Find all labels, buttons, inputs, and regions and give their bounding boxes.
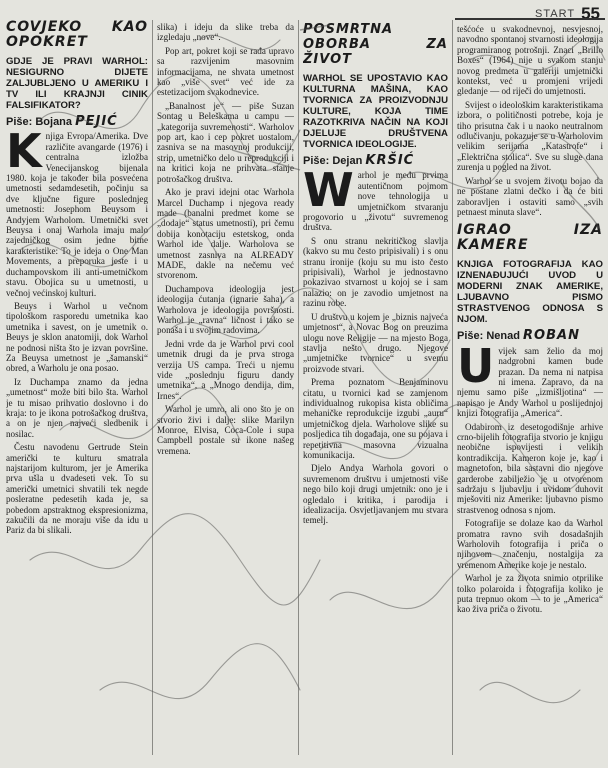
paragraph: Čestu navodenu Gertrude Stein američki te kulturu smatrala najstarijom kulturom, jer je Amerika prva ušla u dvadeseti vek. To su američki umetnici shvatili tek negde posleratne pedesetih kada je, sa pobedom apstraktnog ekspresionizma, zakučili da ne moraju više da idu u Pariz da bi slikali. [6,442,148,536]
header-rule [455,18,605,20]
paragraph: Warhol je umro, ali ono što je on stvorio živi i dalje: slike Marilyn Monroe, Elvisa, Coca-Cole i supa Campbell postale su ikone našeg vremena. [157,404,294,456]
article1-title: ČOVJEKO KAO OPOKRET [6,20,148,50]
byline-prefix: Piše: Bojana [6,116,73,128]
paragraph: Fotografije se dolaze kao da Warhol promatra ravno svih dosadašnjih Warholovih fotografija i priča o njihovom značenju, nostalgija za vremenom Amerike koje je nestalo. [457,518,603,570]
article3-title: IGRAO IZA KAMERE [457,222,603,254]
article3-dek: KNJIGA FOTOGRAFIJA KAO IZNENAĐUJUĆI UVOD U MODERNI ZNAK AMERIKE, LJUBAVNO PISMO STRASTVENOG ODNOSA S NJOM. [457,259,603,326]
byline-prefix: Piše: Dejan [303,155,363,167]
column-divider [298,20,299,755]
paragraph: S onu stranu nekritičkog slavlja (kakvo su mu često pripisivali) i s onu stranu ironije (koju su mu isto često pripisivali), Warhol je jednostavno pokazivao stvarnost u kojoj se i sam nalazio: on je zavodio umjetnost na razinu robe. [303,235,448,309]
article1-byline [6,114,148,129]
paragraph: Warhol se u svojem životu bojao da ne postane zlatni dečko i da će biti zaboravljen i ostaviti samo „svih petnaest minuta slave“. [457,175,603,217]
paragraph: U društvu u kojem je „biznis najveća umjetnost“, a Novac Bog on preuzima ulogu nove Religije — na mjesto Boga stavlja nešto drugo. Njegove „umjetničke tvornice“ u svemu proizvode stvari. [303,311,448,374]
drop-cap: W [303,163,354,218]
paragraph: slika) i ideju da slike treba da izgledaju „nove“. [157,22,294,43]
byline-author: PEJIĆ [75,114,118,129]
paragraph: Warhol je za života snimio otprilike tolko polaroida i fotografija koliko je puta trepnuo okom — to je „America“ kao živa priča o životu. [457,573,603,615]
article3-column [457,24,603,764]
paragraph: Iz Duchampa znamo da jedna „umetnost“ može biti bilo šta. Warhol je tu misao prihvatio doslovno i do kraja: to je ikona potrošačkog društva, a on je njen najveći sledbenik i nosilac. [6,376,148,439]
article1-dek: GDJE JE PRAVI WARHOL: NESIGURNO DIJETE ZALJUBLJENO U AMERIKU I TV ILI KRAJNJI CINIK FALSIFIKATOR? [6,56,148,111]
paragraph: Jedni vrde da je Warhol prvi cool umetnik drugi da je prva stroga verzija US campa. Treći u njemu vide „poslednju figuru dandy umetnika“, a „Mnogo dendija, dim, Irnes“. [157,338,294,401]
article2-byline [303,153,448,168]
paragraph: Beuys i Warhol u večnom tipološkom rasporedu umetnika kao umetnika i savest, on je umetnik o. Beuys je sklon anatomiji, dok Warhol ne podnosi ništa što je izvan površine. Za Beuysa umetnost je „šamanski“ obred, a Warholu je ona posao. [6,300,148,374]
article1-column-1 [6,20,148,765]
paragraph: Ako je pravi idejni otac Warhola Marcel Duchamp i njegova ready made (banalni predmet kome se „dodaje“ status umetnosti), pri čemu dobija konotaciju estetskog, onda Warhol ide dalje. Warholova se umetnost zasniva na ALREADY MADE, dakle na nečemu već stvorenom. [157,187,294,281]
paragraph: vijek sam želio da moj nadgrobni kamen bude prazan. Da nema ni natpisa ni imena. Zapravo, da na njemu samo piše „izmišljotina“ — napisao je Andy Warhol u poslijednjoj knjizi fotografija „America“. [457,345,603,419]
byline-prefix: Piše: Nenad [457,330,520,343]
paragraph: „Banalnost je“ — piše Suzan Sontag u Beleškama u campu — „kategorija suvremenosti“. Warholov pop art, kao i cep pokret uostalom, zasniva se na masovnoj produkciji, strip, umetničko delo u reprodukciji i na kritici koja ne prihvata stanje potrošačkog društva. [157,100,294,184]
article2-column [303,22,448,764]
article3-byline [457,328,603,344]
byline-author: KRŠIĆ [365,153,415,168]
paragraph: Svijest o ideološkim karakteristikama izbora, o političnosti potrebe, koja je tiho prisutna čak i u naoko neutralnom odlučivanju, pokazuje se u Warholovim velikim serijama „Katastrofe“ i „Električna stolica“. Sve su sluge dana zurenja u pogled na život. [457,99,603,173]
section-label: START [535,8,576,20]
paragraph: Duchampova ideologija jest ideologija ćutanja (ignarie šaha), a Warholova je ideologija površnosti. Warhol je „ravna“ ličnost i tako se ponaša i u svojim radovima. [157,283,294,336]
column-divider [452,20,453,755]
paragraph: arhol je među prvima autentičnom pojmom nove tehnologija u umjetničkom stvaranju progovorio u „životu“ suvremenog društva. [303,170,448,233]
article1-column-2 [157,22,294,764]
drop-cap: U [457,338,495,393]
paragraph: Odabirom iz desetogodišnje arhive crno-bijelih fotografija stvorio je knjigu neobične ispovijesti i velikih kontradikcija. Kameron koje je, kao i magnetofon, bila sastavni dio njegove garderobe zabilježio je u otvorenom sadržaju s ljubavlju i uvidom duhovit mješoviti niz Amerike: ljubavno pismo strastvenog odnosa s njom. [457,421,603,515]
article2-dek: WARHOL SE UPOSTAVIO KAO KULTURNA MAŠINA, KAO TVORNICA ZA PROIZVODNJU KULTURE, KOJA TIME RAZOTKRIVA NAČIN NA KOJI DJELUJE DRUŠTVENA TVORNICA IDEOLOGIJE. [303,73,448,150]
page-number: 55 [581,4,600,23]
paragraph: Prema poznatom Benjaminovu citatu, u tvornici kad se zamjenom individualnog rukopisa kista obličima mehaničke reprodukcije izgubi „auru“ umjetničkog djela. Warholove slike su posljedica tih događaja, one su pojava i repetitivna masovna vizualna komunikacija. [303,377,448,460]
paragraph: Djelo Andya Warhola govori o suvremenom društvu i umjetnosti više nego bilo koji drugi umjetnik: ono je i ogledalo i kritika, i parodija i idealizacija. Osvjetljavanjem mu stvara temelj. [303,463,448,526]
article2-title: POSMRTNA OBORBA ZA ŽIVOT [303,22,448,67]
paragraph: tešćoće u svakodnevnoj, nesvjesnoj, navodno spontanoj stvarnosti ideologija programiranog potrošnji. Znaci „Brillo Boxes“ (1964) nije u svakom stanju novog predmeta u galeriji umjetnički kontekst, već u promjeni vrijedi gledanje — od riječi do umjetnosti. [457,24,603,97]
paragraph: Pop art, pokret koji se rađa upravo sa razvijenim masovnim informacijama, ne shvata umetnost kao „više svet“ već ide za estetizacijom svakodnevice. [157,45,294,98]
byline-author: ROBAN [523,328,580,344]
page-header [535,4,600,24]
drop-cap: K [6,124,42,179]
paragraph: njiga Evropa/Amerika. Dve različite avangarde (1976) i centralna izložba Venecijanskog bijenala 1980. koja je također bila posvećena umetnosti sedamdesetih, počinju sa dve ključne figure poslednjeg umetnosti: Josephom Beuysom i Andyjem Warholom. Umetnički svet Beuysa i onaj Warhola imaju malo zajedničkog osim jedne bitne karakteristike: To je ideja o One Man Movements, a preporuka jeste i u duchampovskom ili anti-umetničkom stavu. Obojica su u umetnosti, u večnoj većinskoj kulturi. [6,131,148,298]
column-divider [152,20,153,755]
